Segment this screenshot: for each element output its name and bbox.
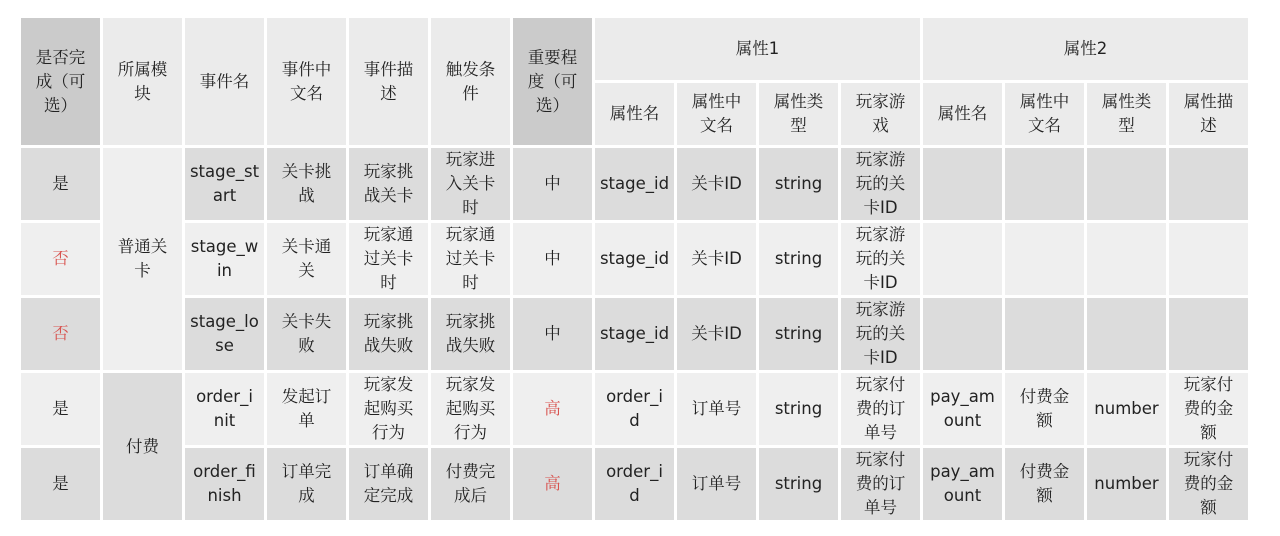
attr2-name-cell: pay_am ount (923, 448, 1002, 520)
attr1-desc-cell: 玩家游 玩的关 卡ID (841, 148, 920, 220)
attr2-type-cell (1087, 223, 1166, 295)
event-cn-cell: 关卡通 关 (267, 223, 346, 295)
attr1-name-cell: stage_id (595, 223, 674, 295)
attr1-name-cell: stage_id (595, 298, 674, 370)
module-cell-pay: 付费 (103, 373, 182, 520)
module-cell-normal: 普通关 卡 (103, 148, 182, 370)
trigger-cell: 付费完 成后 (431, 448, 510, 520)
table-row (21, 298, 1248, 370)
event-name-cell: stage_w in (185, 223, 264, 295)
attr1-cn-cell: 订单号 (677, 373, 756, 445)
attr2-col-cn: 属性中 文名 (1005, 83, 1084, 145)
attr2-type-cell (1087, 298, 1166, 370)
col-header-importance: 重要程 度（可 选） (513, 18, 592, 145)
trigger-cell: 玩家发 起购买 行为 (431, 373, 510, 445)
attr2-desc-cell (1169, 298, 1248, 370)
attr1-type-cell: string (759, 148, 838, 220)
done-cell: 否 (21, 298, 100, 370)
attr2-desc-cell (1169, 223, 1248, 295)
importance-cell: 中 (513, 298, 592, 370)
attr1-name-cell: order_i d (595, 373, 674, 445)
attr1-name-cell: stage_id (595, 148, 674, 220)
event-name-cell: stage_lo se (185, 298, 264, 370)
attr2-name-cell (923, 298, 1002, 370)
done-cell: 是 (21, 448, 100, 520)
col-header-event-desc: 事件描 述 (349, 18, 428, 145)
event-cn-cell: 订单完 成 (267, 448, 346, 520)
importance-cell: 高 (513, 448, 592, 520)
col-group-attr1: 属性1 (595, 18, 920, 80)
attr2-desc-cell: 玩家付 费的金 额 (1169, 373, 1248, 445)
event-desc-cell: 玩家挑 战失败 (349, 298, 428, 370)
event-desc-cell: 玩家通 过关卡 时 (349, 223, 428, 295)
attr1-col-name: 属性名 (595, 83, 674, 145)
event-cn-cell: 关卡挑 战 (267, 148, 346, 220)
attr2-name-cell (923, 223, 1002, 295)
attr1-col-type: 属性类 型 (759, 83, 838, 145)
done-cell: 是 (21, 373, 100, 445)
attr2-desc-cell (1169, 148, 1248, 220)
table-row (21, 448, 1248, 520)
attr1-cn-cell: 关卡ID (677, 298, 756, 370)
attr1-type-cell: string (759, 223, 838, 295)
attr1-type-cell: string (759, 448, 838, 520)
attr2-col-desc: 属性描 述 (1169, 83, 1248, 145)
col-header-event-cn: 事件中 文名 (267, 18, 346, 145)
attr1-name-cell: order_i d (595, 448, 674, 520)
trigger-cell: 玩家通 过关卡 时 (431, 223, 510, 295)
col-header-event-name: 事件名 (185, 18, 264, 145)
attr1-col-desc: 玩家游 戏 (841, 83, 920, 145)
event-desc-cell: 订单确 定完成 (349, 448, 428, 520)
event-cn-cell: 关卡失 败 (267, 298, 346, 370)
event-desc-cell: 玩家发 起购买 行为 (349, 373, 428, 445)
attr2-type-cell: number (1087, 448, 1166, 520)
event-tracking-table (18, 15, 1251, 523)
attr1-cn-cell: 关卡ID (677, 223, 756, 295)
col-header-done: 是否完 成（可 选） (21, 18, 100, 145)
event-name-cell: order_fi nish (185, 448, 264, 520)
attr1-type-cell: string (759, 373, 838, 445)
attr2-desc-cell: 玩家付 费的金 额 (1169, 448, 1248, 520)
attr1-cn-cell: 订单号 (677, 448, 756, 520)
attr2-col-type: 属性类 型 (1087, 83, 1166, 145)
importance-cell: 高 (513, 373, 592, 445)
attr2-cn-cell: 付费金 额 (1005, 373, 1084, 445)
done-cell: 否 (21, 223, 100, 295)
attr2-cn-cell: 付费金 额 (1005, 448, 1084, 520)
event-desc-cell: 玩家挑 战关卡 (349, 148, 428, 220)
trigger-cell: 玩家挑 战失败 (431, 298, 510, 370)
attr2-name-cell (923, 148, 1002, 220)
attr2-cn-cell (1005, 148, 1084, 220)
attr1-cn-cell: 关卡ID (677, 148, 756, 220)
header-row-1 (21, 18, 1248, 80)
attr1-desc-cell: 玩家付 费的订 单号 (841, 373, 920, 445)
table-row (21, 223, 1248, 295)
attr1-desc-cell: 玩家游 玩的关 卡ID (841, 298, 920, 370)
col-header-trigger: 触发条 件 (431, 18, 510, 145)
event-tracking-table-wrapper (18, 15, 1251, 523)
event-name-cell: stage_st art (185, 148, 264, 220)
event-name-cell: order_i nit (185, 373, 264, 445)
table-row (21, 148, 1248, 220)
attr1-col-cn: 属性中 文名 (677, 83, 756, 145)
event-cn-cell: 发起订 单 (267, 373, 346, 445)
attr2-type-cell: number (1087, 373, 1166, 445)
attr2-col-name: 属性名 (923, 83, 1002, 145)
importance-cell: 中 (513, 148, 592, 220)
attr2-type-cell (1087, 148, 1166, 220)
attr1-desc-cell: 玩家游 玩的关 卡ID (841, 223, 920, 295)
trigger-cell: 玩家进 入关卡 时 (431, 148, 510, 220)
col-header-module: 所属模 块 (103, 18, 182, 145)
attr2-cn-cell (1005, 298, 1084, 370)
attr1-type-cell: string (759, 298, 838, 370)
importance-cell: 中 (513, 223, 592, 295)
done-cell: 是 (21, 148, 100, 220)
attr2-name-cell: pay_am ount (923, 373, 1002, 445)
attr2-cn-cell (1005, 223, 1084, 295)
table-row (21, 373, 1248, 445)
attr1-desc-cell: 玩家付 费的订 单号 (841, 448, 920, 520)
col-group-attr2: 属性2 (923, 18, 1248, 80)
